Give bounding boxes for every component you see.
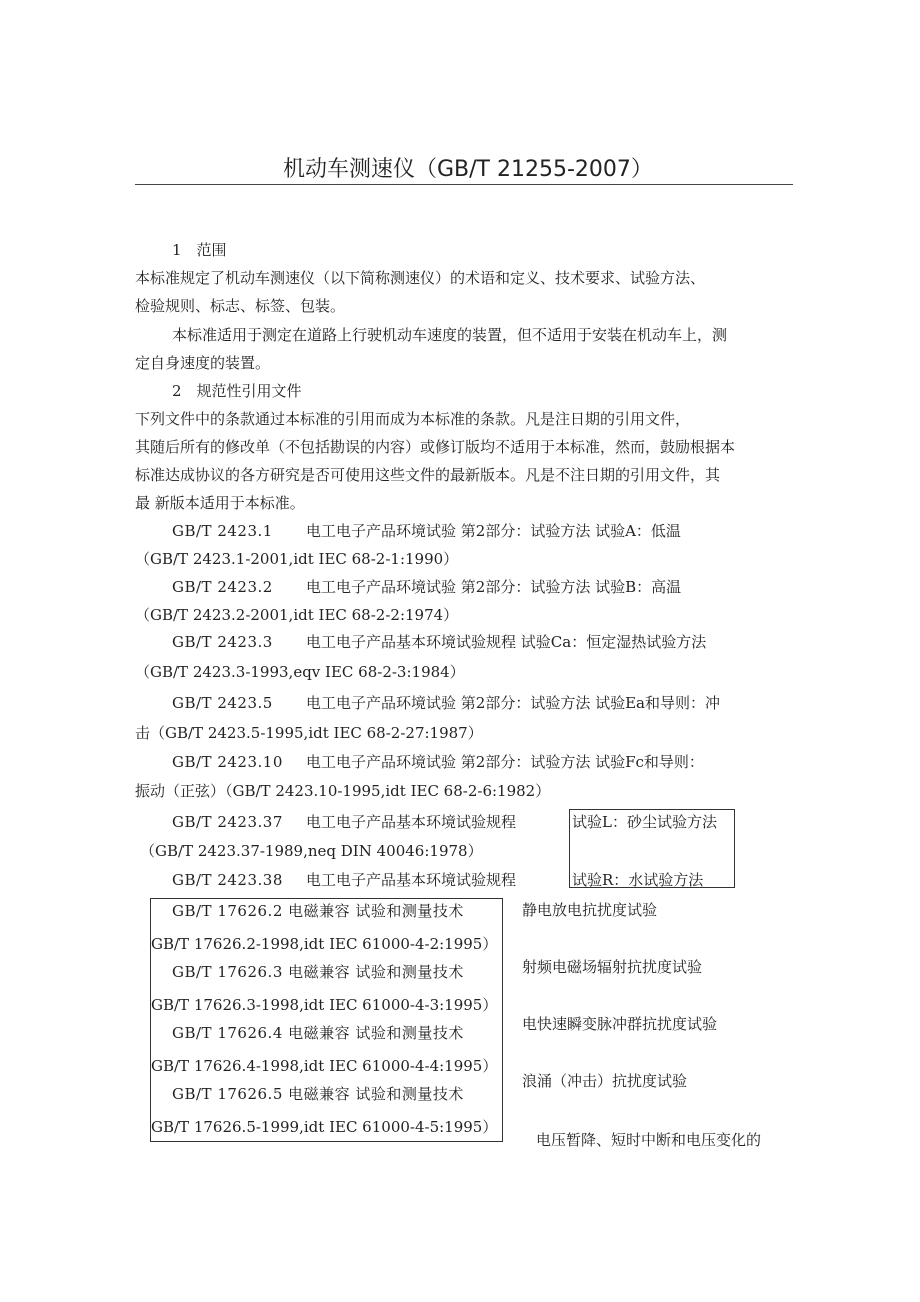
emc-ref-code: GB/T 17626.5 电磁兼容 试验和测量技术 xyxy=(172,1085,464,1103)
section-2-heading: 2 规范性引用文件 xyxy=(172,382,302,400)
page-title: 机动车测速仪（GB/T 21255-2007） xyxy=(283,157,653,182)
ref-code: GB/T 2423.37 xyxy=(172,813,283,831)
emc-ref-title: 静电放电抗扰度试验 xyxy=(522,901,658,919)
ref-desc: 电工电子产品环境试验 第2部分：试验方法 试验B：高温 xyxy=(306,578,682,596)
emc-ref-code: GB/T 17626.4 电磁兼容 试验和测量技术 xyxy=(172,1024,464,1042)
ref-code: GB/T 2423.5 xyxy=(172,694,273,712)
emc-ref-sub: GB/T 17626.2-1998,idt IEC 61000-4-2:1995） xyxy=(151,935,498,953)
paragraph-text: 其随后所有的修改单（不包括勘误的内容）或修订版均不适用于本标准，然而，鼓励根据本 xyxy=(135,438,736,456)
ref-sub: （GB/T 2423.2-2001,idt IEC 68-2-2:1974） xyxy=(135,606,459,624)
ref-code: GB/T 2423.38 xyxy=(172,871,283,889)
emc-ref-code: GB/T 17626.3 电磁兼容 试验和测量技术 xyxy=(172,963,464,981)
ref-code: GB/T 2423.10 xyxy=(172,753,283,771)
paragraph-text: 本标准规定了机动车测速仪（以下简称测速仪）的术语和定义、技术要求、试验方法、 xyxy=(135,269,706,287)
paragraph-text: 定自身速度的装置。 xyxy=(135,354,271,372)
emc-ref-sub: GB/T 17626.4-1998,idt IEC 61000-4-4:1995） xyxy=(151,1057,498,1075)
test-method-l: 试验L：砂尘试验方法 xyxy=(572,813,717,831)
ref-desc: 电工电子产品环境试验 第2部分：试验方法 试验Fc和导则： xyxy=(306,753,704,771)
ref-desc: 电工电子产品基本环境试验规程 试验Ca：恒定湿热试验方法 xyxy=(306,633,707,651)
test-method-r: 试验R：水试验方法 xyxy=(572,871,704,889)
ref-desc: 电工电子产品环境试验 第2部分：试验方法 试验Ea和导则：冲 xyxy=(306,694,720,712)
ref-sub: 振动（正弦）（GB/T 2423.10-1995,idt IEC 68-2-6:1982） xyxy=(135,782,551,800)
emc-ref-title: 射频电磁场辐射抗扰度试验 xyxy=(522,958,703,976)
ref-sub: 击（GB/T 2423.5-1995,idt IEC 68-2-27:1987） xyxy=(135,724,483,742)
emc-ref-sub: GB/T 17626.3-1998,idt IEC 61000-4-3:1995） xyxy=(151,996,498,1014)
ref-code: GB/T 2423.2 xyxy=(172,578,273,596)
ref-desc: 电工电子产品基本环境试验规程 xyxy=(306,813,517,831)
emc-ref-title: 浪涌（冲击）抗扰度试验 xyxy=(522,1072,688,1090)
ref-desc: 电工电子产品基本环境试验规程 xyxy=(306,871,517,889)
ref-sub: （GB/T 2423.1-2001,idt IEC 68-2-1:1990） xyxy=(135,550,459,568)
ref-code: GB/T 2423.1 xyxy=(172,522,273,540)
section-1-heading: 1 范围 xyxy=(172,241,227,259)
ref-sub: （GB/T 2423.3-1993,eqv IEC 68-2-3:1984） xyxy=(135,663,465,681)
trailing-text: 电压暂降、短时中断和电压变化的 xyxy=(536,1131,762,1149)
title-underline xyxy=(135,184,793,185)
paragraph-text: 下列文件中的条款通过本标准的引用而成为本标准的条款。凡是注日期的引用文件， xyxy=(135,410,691,428)
paragraph-text: 本标准适用于测定在道路上行驶机动车速度的装置，但不适用于安装在机动车上，测 xyxy=(172,326,728,344)
ref-desc: 电工电子产品环境试验 第2部分：试验方法 试验A：低温 xyxy=(306,522,681,540)
paragraph-text: 检验规则、标志、标签、包装。 xyxy=(135,297,346,315)
emc-ref-code: GB/T 17626.2 电磁兼容 试验和测量技术 xyxy=(172,902,464,920)
emc-ref-title: 电快速瞬变脉冲群抗扰度试验 xyxy=(522,1015,718,1033)
paragraph-text: 最 新版本适用于本标准。 xyxy=(135,494,305,512)
paragraph-text: 标准达成协议的各方研究是否可使用这些文件的最新版本。凡是不注日期的引用文件，其 xyxy=(135,466,721,484)
ref-code: GB/T 2423.3 xyxy=(172,633,273,651)
emc-ref-sub: GB/T 17626.5-1999,idt IEC 61000-4-5:1995） xyxy=(151,1118,498,1136)
ref-sub: （GB/T 2423.37-1989,neq DIN 40046:1978） xyxy=(140,842,483,860)
